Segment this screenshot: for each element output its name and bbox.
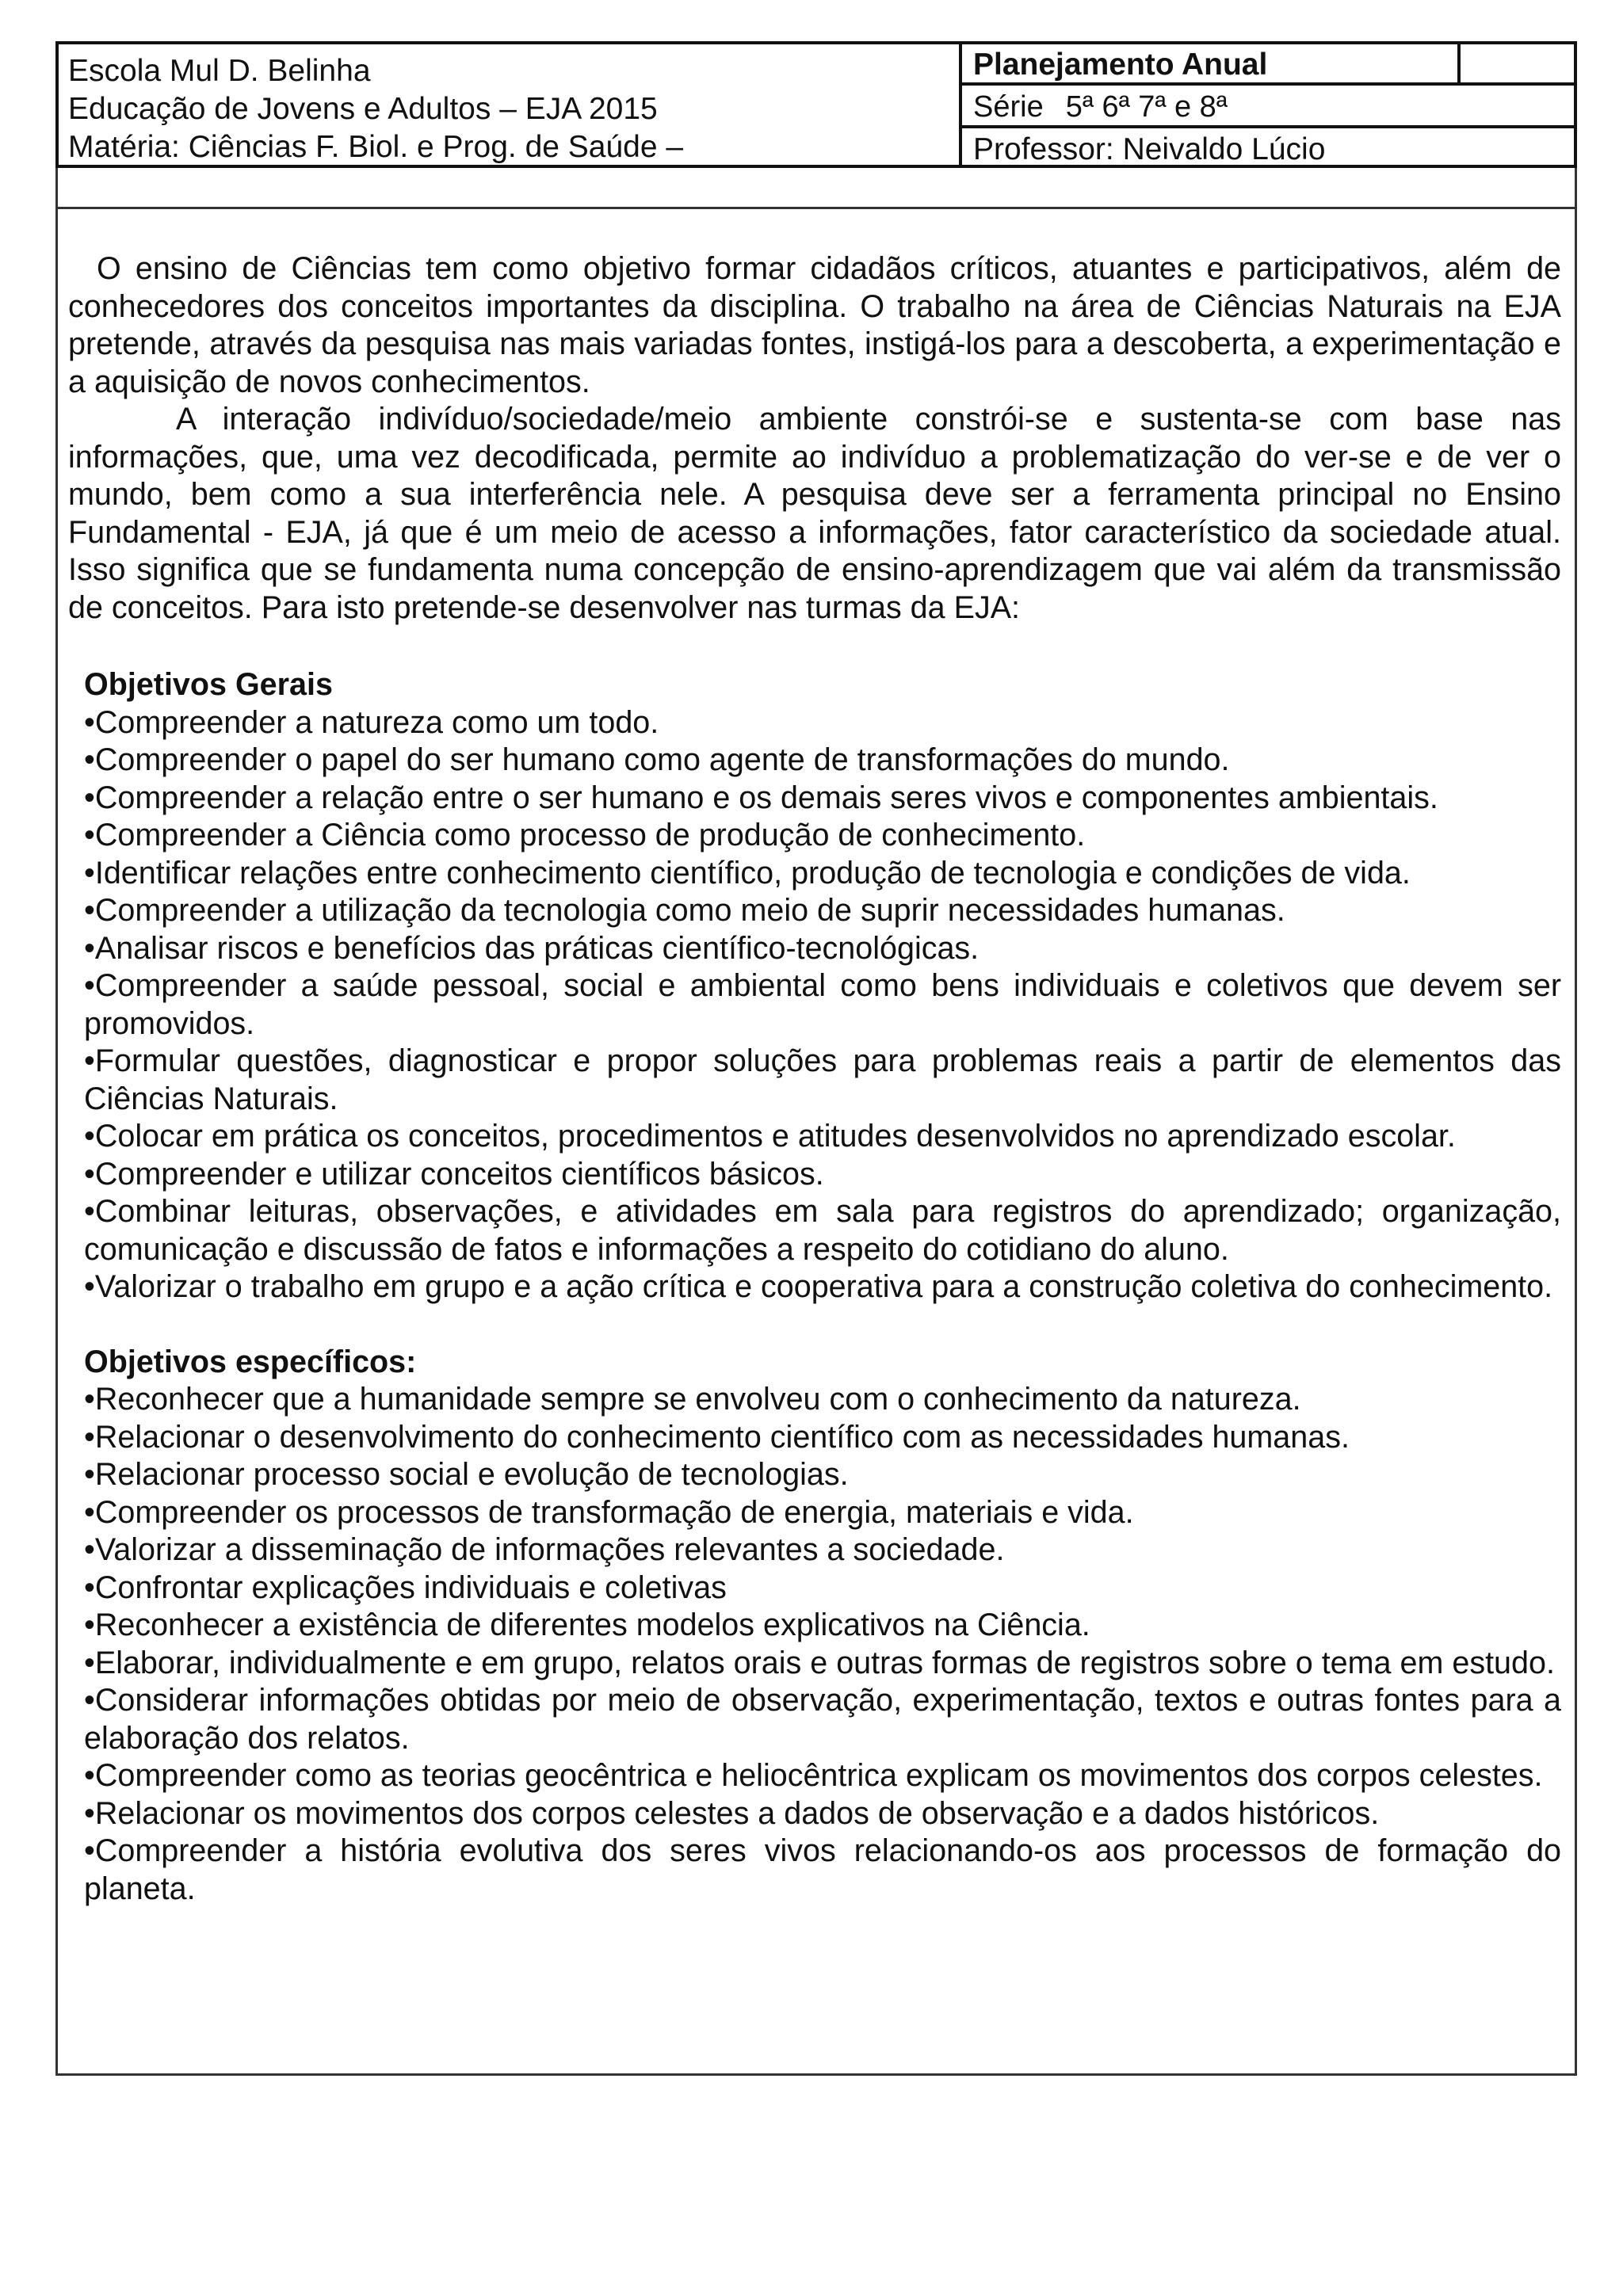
school-info-box [55, 41, 959, 168]
specific-objective-item: • Elaborar, individualmente e em grupo, relatos orais e outras formas de registros sobre o tema em estudo. [84, 1645, 1561, 1683]
specific-objectives-title: Objetivos específicos: [84, 1344, 417, 1379]
specific-objective-item: • Confrontar explicações individuais e coletivas [84, 1569, 1561, 1608]
general-objective-item: • Compreender o papel do ser humano como agente de transformações do mundo. [84, 742, 1561, 780]
series-label: Série [973, 90, 1044, 124]
general-objective-item: • Compreender a utilização da tecnologia como meio de suprir necessidades humanas. [84, 892, 1561, 930]
specific-objective-item: • Compreender como as teorias geocêntrica e heliocêntrica explicam os movimentos dos corpos celestes. [84, 1757, 1561, 1795]
specific-objective-item: • Compreender a história evolutiva dos seres vivos relacionando-os aos processos de formação do planeta. [84, 1833, 1561, 1908]
general-objective-item: • Combinar leituras, observações, e atividades em sala para registros do aprendizado; organização, comunicação e discussão de fatos e informações a respeito do cotidiano do aluno. [84, 1193, 1561, 1268]
general-objective-item: • Compreender a Ciência como processo de produção de conhecimento. [84, 817, 1561, 855]
header-spacer-row [55, 168, 1577, 209]
specific-objective-item: • Relacionar o desenvolvimento do conhecimento científico com as necessidades humanas. [84, 1419, 1561, 1457]
objectives-section [68, 666, 1561, 1908]
specific-objective-item: • Relacionar processo social e evolução de tecnologias. [84, 1456, 1561, 1494]
plan-title-row [962, 44, 1574, 86]
teacher-name: Professor: Neivaldo Lúcio [973, 132, 1326, 166]
general-objectives-list [84, 704, 1561, 1306]
program-name: Educação de Jovens e Adultos – EJA 2015 [68, 92, 658, 126]
subject-name: Matéria: Ciências F. Biol. e Prog. de Saúde – [68, 130, 684, 164]
specific-objective-item: • Reconhecer a existência de diferentes modelos explicativos na Ciência. [84, 1607, 1561, 1645]
general-objective-item: • Analisar riscos e benefícios das práticas científico-tecnológicas. [84, 930, 1561, 968]
general-objective-item: • Colocar em prática os conceitos, procedimentos e atitudes desenvolvidos no aprendizado escolar. [84, 1118, 1561, 1156]
general-objectives-title: Objetivos Gerais [84, 667, 333, 702]
plan-info-box [959, 41, 1577, 168]
specific-objective-item: • Reconhecer que a humanidade sempre se envolveu com o conhecimento da natureza. [84, 1381, 1561, 1419]
general-objective-item: • Compreender a natureza como um todo. [84, 704, 1561, 742]
specific-objective-item: • Valorizar a disseminação de informações relevantes a sociedade. [84, 1531, 1561, 1569]
header-cell-divider [1457, 44, 1461, 82]
intro-paragraph-1: O ensino de Ciências tem como objetivo formar cidadãos críticos, atuantes e participativos, além de conhecedores dos conceitos importantes da disciplina. O trabalho na área de Ciências Naturais na EJA pretende, através da pesquisa nas mais variadas fontes, instigá-los para a descoberta, a experimentação e a aquisição de novos conhecimentos. [68, 251, 1561, 399]
general-objective-item: • Compreender a saúde pessoal, social e ambiental como bens individuais e coletivos que devem ser promovidos. [84, 967, 1561, 1043]
section-gap [84, 1306, 1561, 1344]
series-row [962, 86, 1574, 128]
general-objective-item: • Identificar relações entre conhecimento científico, produção de tecnologia e condições de vida. [84, 855, 1561, 893]
general-objective-item: • Compreender e utilizar conceitos científicos básicos. [84, 1156, 1561, 1194]
intro-paragraph-2: A interação indivíduo/sociedade/meio ambiente constrói-se e sustenta-se com base nas informações, que, uma vez decodificada, permite ao indivíduo a problematização do ver-se e de ver o mundo, bem como a sua interferência nele. A pesquisa deve ser a ferramenta principal no Ensino Fundamental - EJA, já que é um meio de acesso a informações, fator característico da sociedade atual. Isso significa que se fundamenta numa concepção de ensino-aprendizagem que vai além da transmissão de conceitos. Para isto pretende-se desenvolver nas turmas da EJA: [68, 402, 1561, 625]
series-grades: 5ª 6ª 7ª e 8ª [1065, 90, 1228, 124]
specific-objective-item: • Relacionar os movimentos dos corpos celestes a dados de observação e a dados históricos. [84, 1795, 1561, 1833]
specific-objective-item: • Compreender os processos de transformação de energia, materiais e vida. [84, 1494, 1561, 1532]
general-objective-item: • Compreender a relação entre o ser humano e os demais seres vivos e componentes ambientais. [84, 780, 1561, 818]
specific-objectives-list [84, 1381, 1561, 1908]
school-name: Escola Mul D. Belinha [68, 54, 371, 88]
plan-title: Planejamento Anual [973, 48, 1268, 82]
teacher-row [962, 128, 1574, 168]
document-body [55, 209, 1577, 2076]
general-objective-item: • Valorizar o trabalho em grupo e a ação crítica e cooperativa para a construção coletiva do conhecimento. [84, 1268, 1561, 1306]
general-objective-item: • Formular questões, diagnosticar e propor soluções para problemas reais a partir de elementos das Ciências Naturais. [84, 1043, 1561, 1118]
specific-objective-item: • Considerar informações obtidas por meio de observação, experimentação, textos e outras fontes para a elaboração dos relatos. [84, 1682, 1561, 1757]
